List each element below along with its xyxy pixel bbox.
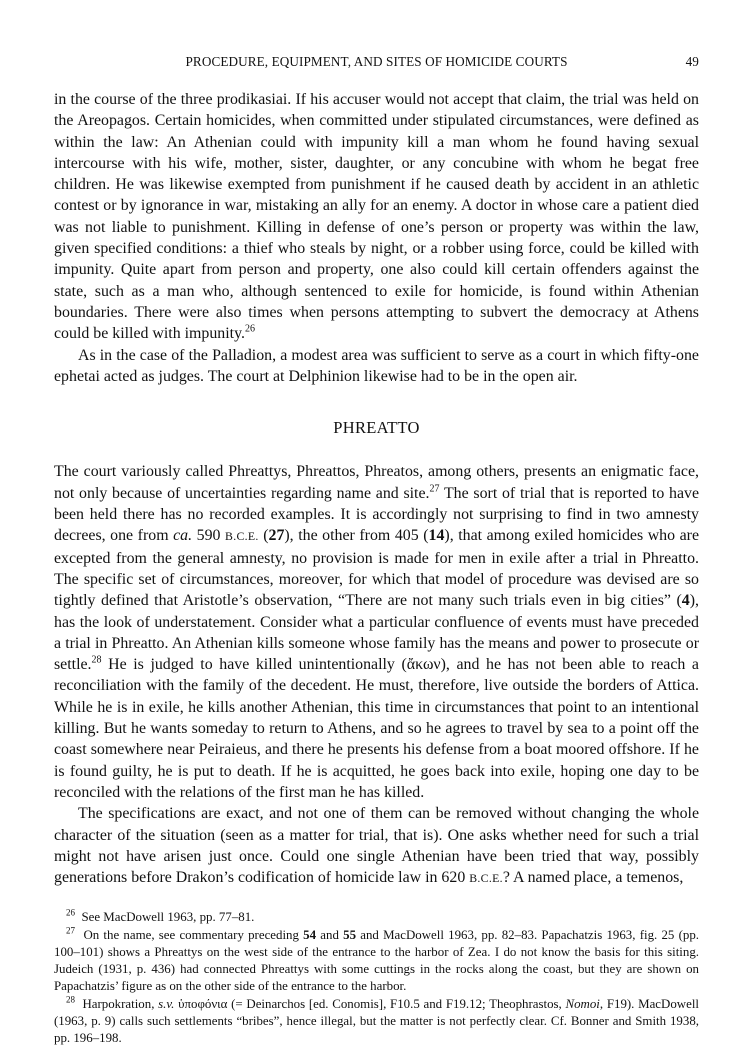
footnote-text: and MacDowell 1963, pp. 82–83. Papachatzis 1963, fig. 25 (pp. 100–101) shows a Phreattys on the west side of the entrance to the harbor of Zea. I do not know the basis for this siting. Judeich (1931, p. 436) had connected Phreattys with some cuttings in the rocks along the coast, but they are shown on Papachatzis’ figure as on the other side of the entrance to the harbor.	[54, 927, 699, 994]
footnote-27	[54, 927, 699, 995]
footnote-text: , F19). MacDowell (1963, p. 9) calls such settlements “bribes”, hence illegal, but the matter is not perfectly clear. Cf. Bonner and Smith 1938, pp. 196–198.	[54, 996, 699, 1046]
paragraph-3-text: ), has the look of understatement. Consider what a particular confluence of events must have preceded a trial in Phreatto. An Athenian kills someone whose family has the means and power to prosecute or settle.	[54, 592, 699, 674]
footnote-28	[54, 996, 699, 1047]
footnote-ref-26: 26	[244, 323, 255, 335]
footnote-number: 27	[66, 925, 75, 936]
footnote-text: ὑποφόνια (= Deinarchos [ed. Conomis], F10.5 and F19.12; Theophrastos,	[174, 996, 566, 1011]
running-title: PROCEDURE, EQUIPMENT, AND SITES OF HOMICIDE COURTS	[185, 54, 568, 69]
paragraph-1-text: in the course of the three prodikasiai. If his accuser would not accept that claim, the trial was held on the Areopagos. Certain homicides, when committed under stipulated circumstances, were defined as within the law: An Athenian could with impunity kill a man whom he found having sexual intercourse with his wife, mother, sister, daughter, or any concubine with whom he begat free children. He was likewise exempted from punishment if he caused death by accident in an athletic contest or by ignorance in war, mistaking an ally for an enemy. A doctor in whose care a patient died was not liable to punishment. Killing in defense of one’s person or property was within the law, given specified conditions: a thief who steals by night, or a robber using force, could be killed with impunity. Quite apart from person and property, one also could kill certain offenders against the state, such as a man who, although sentenced to exile for homicide, is found within Athenian boundaries. There were also times when persons attempting to subvert the democracy at Athens could be killed with impunity.	[54, 91, 699, 343]
paragraph-3-text: The court variously called Phreattys, Phreattos, Phreatos, among others, presents an enigmatic face, not only because of uncertainties regarding name and site.	[54, 463, 699, 502]
paragraph-3-text: (	[258, 527, 269, 545]
paragraph-3-text: The sort of trial that is reported to have been held there has no recorded examples. It is accordingly not surprising to find in two amnesty decrees, one from	[54, 484, 699, 545]
footnote-ref-28: 28	[91, 654, 102, 666]
paragraph-3	[54, 461, 699, 803]
circa-abbrev: ca.	[173, 527, 193, 545]
paragraph-4-text: The specifications are exact, and not one of them can be removed without changing the whole character of the situation (seen as a matter for trial, that is). One asks whether need for such a trial might not have arisen just once. Could one single Athenian have been tried that way, possibly generations before Drakon’s codification of homicide law in 620	[54, 805, 699, 887]
paragraph-3-text: 590	[192, 527, 226, 545]
paragraph-3-text: ), that among exiled homicides who are excepted from the general amnesty, no provision is made for men in exile after a trial in Phreatto. The specific set of circumstances, moreover, for which that model of procedure was devised are so tightly defined that Aristotle’s observation, “There are not many such trials even in big cities” (	[54, 527, 700, 610]
document-ref-55: 55	[343, 927, 357, 942]
document-ref-4: 4	[681, 592, 690, 610]
footnote-text: On the name, see commentary preceding	[83, 927, 304, 942]
paragraph-4-text: ? A named place, a temenos,	[502, 869, 684, 887]
footnote-number: 28	[66, 994, 75, 1005]
sub-verbo-abbrev: s.v.	[158, 996, 175, 1011]
footnote-number: 26	[66, 908, 75, 919]
document-ref-27: 27	[268, 527, 285, 545]
paragraph-2: As in the case of the Palladion, a modest area was sufficient to serve as a court in which fifty-one ephetai acted as judges. The court at Delphinion likewise had to be in the open air.	[54, 346, 699, 385]
paragraph-4	[54, 803, 699, 889]
paragraph-3-text: He is judged to have killed unintentionally (ἄκων), and he has not been able to reach a reconciliation with the family of the decedent. He must, therefore, live outside the borders of Attica. While he is in exile, he kills another Athenian, this time in circumstances that point to an intentional killing. But he wants someday to return to Athens, and so he agrees to travel by sea to a point off the coast somewhere near Peiraieus, and there he presents his defense from a boat moored offshore. If he is found guilty, he is put to death. If he is acquitted, he goes back into exile, hoping one day to be reconciled with the relations of the first man he has killed.	[54, 656, 699, 801]
footnote-text: Harpokration,	[82, 996, 159, 1011]
work-title: Nomoi	[565, 996, 600, 1011]
page	[54, 54, 699, 1048]
footnote-26	[54, 909, 699, 926]
era-abbrev: B.C.E.	[469, 871, 503, 886]
section-heading: PHREATTO	[333, 418, 420, 438]
document-ref-54: 54	[303, 927, 317, 942]
footnote-text: and	[316, 927, 344, 942]
era-abbrev: B.C.E.	[225, 529, 259, 544]
document-ref-14: 14	[428, 527, 445, 545]
paragraph-3-text: ), the other from 405 (	[284, 527, 429, 545]
paragraph-1	[54, 89, 699, 345]
page-number: 49	[685, 54, 699, 69]
footnotes	[54, 909, 699, 1047]
footnote-text: See MacDowell 1963, pp. 77–81.	[81, 910, 255, 925]
main-text	[54, 89, 699, 889]
footnote-ref-27: 27	[429, 483, 440, 495]
running-header	[54, 54, 699, 74]
